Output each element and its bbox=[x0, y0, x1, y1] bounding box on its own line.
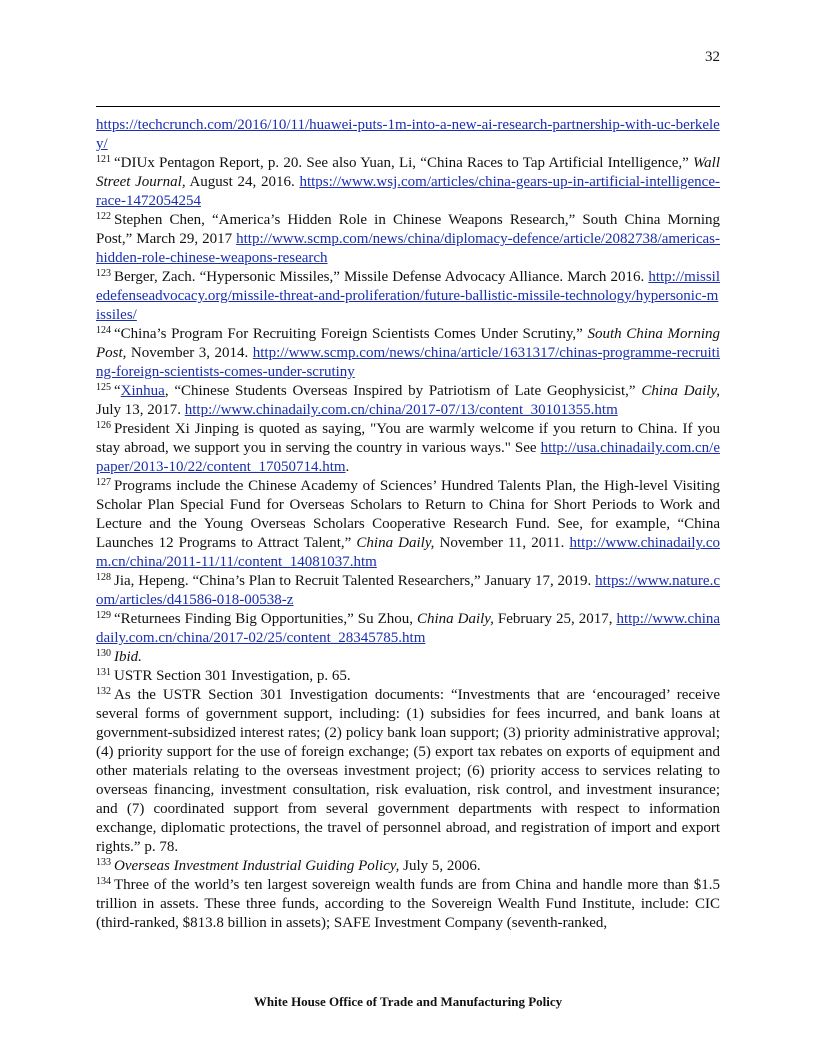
footnote-link[interactable]: Xinhua bbox=[120, 383, 165, 399]
footnote-italic-text: South China Morning Post, bbox=[96, 326, 721, 361]
footnote-link[interactable]: http://missiledefenseadvocacy.org/missile-threat-and-proliferation/future-ballistic-missile-technology/hypersonic-missiles/ bbox=[96, 269, 720, 323]
footnote-link[interactable]: https://www.wsj.com/articles/china-gears-up-in-artificial-intelligence-race-1472054254 bbox=[96, 174, 720, 209]
footnote-121 bbox=[96, 154, 720, 211]
footnote-number: 130 bbox=[96, 648, 111, 659]
footnote-text: , “Chinese Students Overseas Inspired by Patriotism of Late Geophysicist,” bbox=[164, 383, 642, 399]
footnote-link[interactable]: http://www.chinadaily.com.cn/china/2011-11/11/content_14081037.htm bbox=[96, 535, 721, 570]
footnote-number: 122 bbox=[96, 211, 111, 222]
footnote-number: 124 bbox=[96, 325, 111, 336]
footnote-text: As the USTR Section 301 Investigation documents: “Investments that are ‘encouraged’ receive several forms of government support, including: (1) subsidies for fees incurred, and bank loans at government-subsidized interest rates; (2) policy bank loan support; (3) priority administrative approval; (4) priority support for the use of foreign exchange; (5) export tax rebates on exports of equipment and other materials relating to the overseas investment project; (6) priority access to services relating to overseas financing, investment consultation, risk evaluation, risk control, and investment insurance; and (7) coordinated support from several government departments with respect to information exchange, diplomatic protections, the travel of personnel abroad, and registration of import and export rights.” p. 78. bbox=[96, 687, 720, 855]
footnote-text: Stephen Chen, “America’s Hidden Role in Chinese Weapons Research,” South China Morning Post,” March 29, 2017 bbox=[96, 212, 720, 247]
footnote-text: “China’s Program For Recruiting Foreign Scientists Comes Under Scrutiny,” bbox=[114, 326, 588, 342]
footnote-number: 131 bbox=[96, 667, 111, 678]
footnote-link[interactable]: https://techcrunch.com/2016/10/11/huawei-puts-1m-into-a-new-ai-research-partnership-with-uc-berkeley/ bbox=[96, 117, 720, 152]
footnote-number: 132 bbox=[96, 686, 111, 697]
footnote-link[interactable]: http://www.scmp.com/news/china/article/1631317/chinas-programme-recruiting-foreign-scientists-comes-under-scrutiny bbox=[96, 345, 720, 380]
footnote-text: July 5, 2006. bbox=[399, 858, 481, 874]
footnote-text: “Returnees Finding Big Opportunities,” Su Zhou, bbox=[114, 611, 417, 627]
footnote-133 bbox=[96, 857, 720, 876]
footnote-link[interactable]: http://www.scmp.com/news/china/diplomacy-defence/article/2082738/americas-hidden-role-chinese-weapons-research bbox=[96, 231, 720, 266]
footnote-text: August 24, 2016. bbox=[185, 174, 300, 190]
footnote-text: “DIUx Pentagon Report, p. 20. See also Yuan, Li, “China Races to Tap Artificial Intelligence,” bbox=[114, 155, 694, 171]
footnote-123 bbox=[96, 268, 720, 325]
footnote-number: 123 bbox=[96, 268, 111, 279]
footnote-text: February 25, 2017, bbox=[493, 611, 617, 627]
footnote-number: 129 bbox=[96, 610, 111, 621]
footnote-italic-text: China Daily, bbox=[356, 535, 435, 551]
footnote-number: 133 bbox=[96, 857, 111, 868]
footnote-italic-text: China Daily, bbox=[416, 611, 494, 627]
footnote-134 bbox=[96, 876, 720, 933]
footnote-separator bbox=[96, 106, 720, 107]
footnote-text: July 13, 2017. bbox=[96, 402, 185, 418]
footnote-text: November 11, 2011. bbox=[434, 535, 570, 551]
footnote-link[interactable]: http://usa.chinadaily.com.cn/epaper/2013-10/22/content_17050714.htm bbox=[96, 440, 720, 475]
footnote-text: President Xi Jinping is quoted as saying, "You are warmly welcome if you return to China. If you stay abroad, we support you in serving the country in various ways." See bbox=[96, 421, 720, 456]
footnote-italic-text: Wall Street Journal, bbox=[96, 155, 720, 190]
footnote-link[interactable]: http://www.chinadaily.com.cn/china/2017-07/13/content_30101355.htm bbox=[184, 402, 618, 418]
footnote-130 bbox=[96, 648, 720, 667]
footnote-number: 121 bbox=[96, 154, 111, 165]
footnote-text: Berger, Zach. “Hypersonic Missiles,” Missile Defense Advocacy Alliance. March 2016. bbox=[114, 269, 649, 285]
footnote-132 bbox=[96, 686, 720, 857]
page-footer: White House Office of Trade and Manufacturing Policy bbox=[253, 994, 563, 1009]
footnote-number: 128 bbox=[96, 572, 111, 583]
footnote-125 bbox=[96, 382, 720, 420]
footnote-131 bbox=[96, 667, 720, 686]
footnote-number: 134 bbox=[96, 876, 111, 887]
footnote-text: . bbox=[345, 459, 350, 475]
footnote-link[interactable]: https://www.nature.com/articles/d41586-018-00538-z bbox=[96, 573, 720, 608]
footnote-122 bbox=[96, 211, 720, 268]
footnote-127 bbox=[96, 477, 720, 572]
footnote-italic-text: Ibid. bbox=[114, 649, 142, 665]
footnote-124 bbox=[96, 325, 720, 382]
footnote-continued bbox=[96, 116, 720, 154]
footnote-126 bbox=[96, 420, 720, 477]
footnote-italic-text: China Daily, bbox=[641, 383, 721, 399]
footnote-number: 127 bbox=[96, 477, 111, 488]
footnote-number: 125 bbox=[96, 382, 111, 393]
footnote-text: November 3, 2014. bbox=[126, 345, 253, 361]
footnote-128 bbox=[96, 572, 720, 610]
footnote-link[interactable]: http://www.chinadaily.com.cn/china/2017-02/25/content_28345785.htm bbox=[96, 611, 721, 646]
footnote-text: Programs include the Chinese Academy of Sciences’ Hundred Talents Plan, the High-level Visiting Scholar Plan Special Fund for Overseas Scholars to Return to China for Short Periods to Work and Lecture and the Young Overseas Scholars Cooperative Research Fund. See, for example, “China Launches 12 Programs to Attract Talent,” bbox=[96, 478, 720, 551]
page-number: 32 bbox=[705, 49, 720, 65]
footnote-text: “ bbox=[114, 383, 121, 399]
footnotes bbox=[96, 116, 720, 933]
footnote-text: USTR Section 301 Investigation, p. 65. bbox=[114, 668, 351, 684]
footnote-number: 126 bbox=[96, 420, 111, 431]
footnote-text: Three of the world’s ten largest sovereign wealth funds are from China and handle more than $1.5 trillion in assets. These three funds, according to the Sovereign Wealth Fund Institute, include: CIC (third-ranked, $813.8 billion in assets); SAFE Investment Company (seventh-ranked, bbox=[96, 877, 720, 931]
footnote-129 bbox=[96, 610, 720, 648]
footnote-italic-text: Overseas Investment Industrial Guiding Policy, bbox=[114, 858, 400, 874]
footnote-text: Jia, Hepeng. “China’s Plan to Recruit Talented Researchers,” January 17, 2019. bbox=[114, 573, 596, 589]
